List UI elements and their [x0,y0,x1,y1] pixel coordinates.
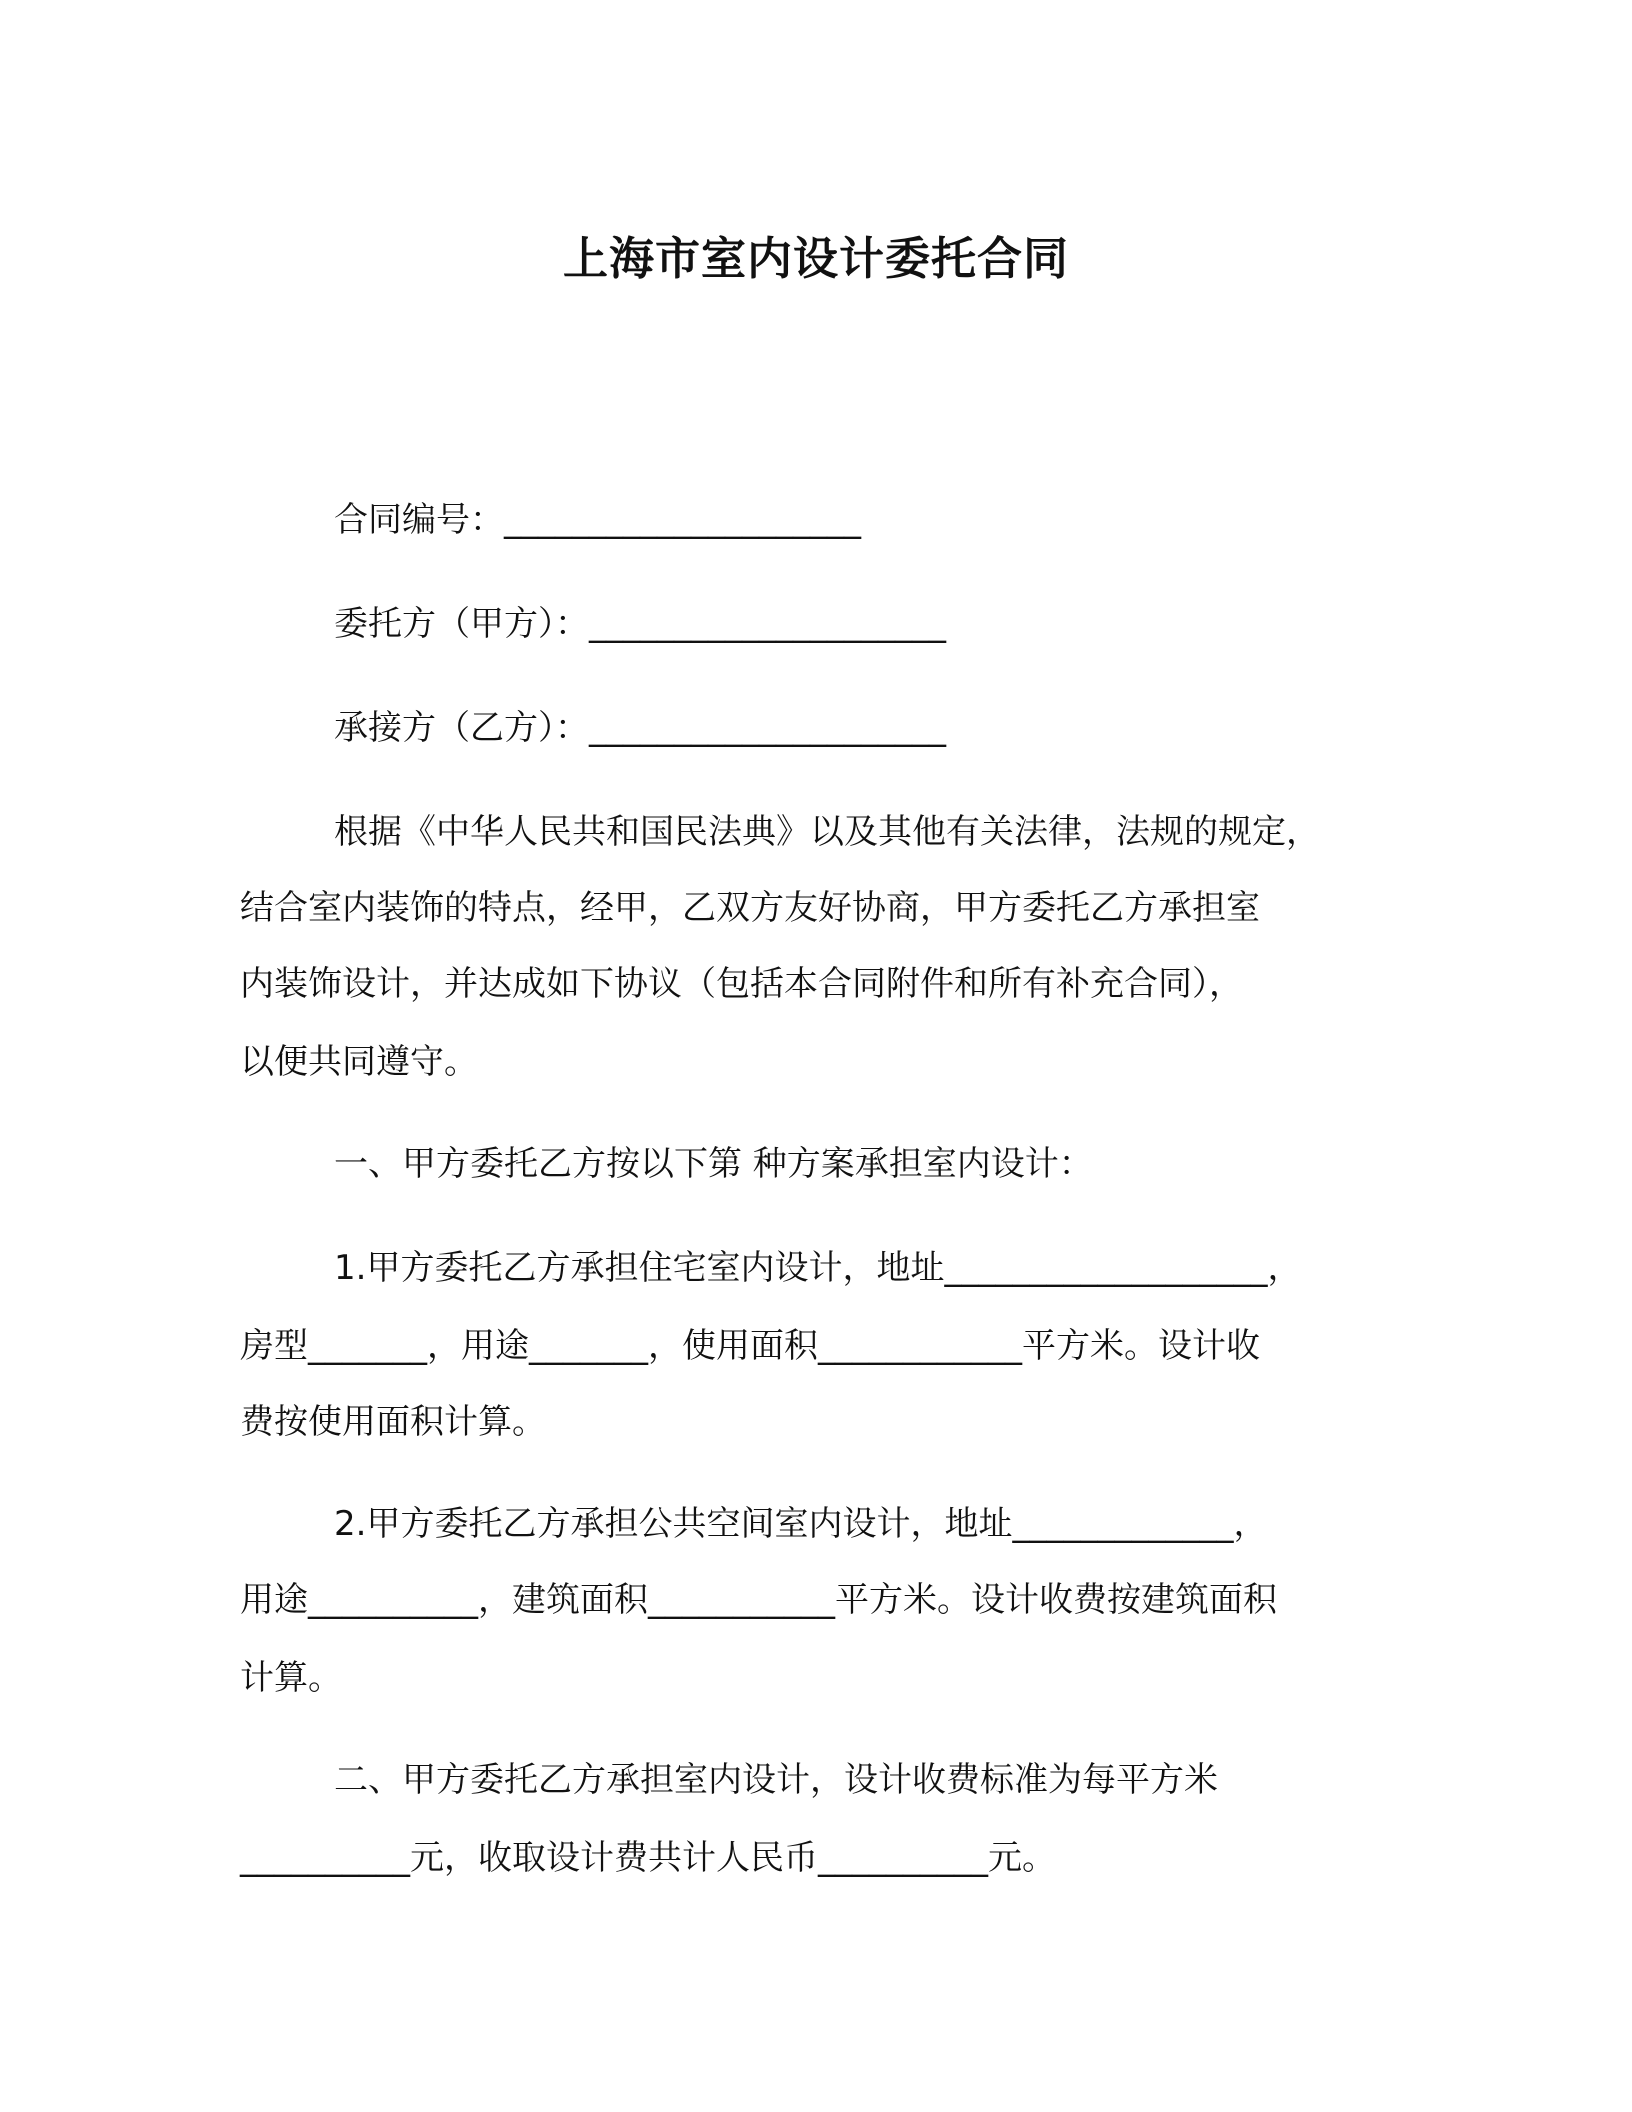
preamble-line-3: 内装饰设计，并达成如下协议（包括本合同附件和所有补充合同）， [240,964,1243,1004]
document-title: 上海市室内设计委托合同 [562,232,1069,285]
preamble-line-1: 根据《中华人民共和国民法典》以及其他有关法律，法规的规定， [334,812,1320,852]
section-1-item-2-line-1: 2.甲方委托乙方承担公共空间室内设计，地址_____________， [334,1504,1268,1544]
section-1-heading: 一、甲方委托乙方按以下第 种方案承担室内设计： [334,1144,1093,1184]
preamble-line-2: 结合室内装饰的特点，经甲，乙双方友好协商，甲方委托乙方承担室 [240,888,1260,928]
section-1-item-1-line-1: 1.甲方委托乙方承担住宅室内设计，地址___________________， [334,1248,1302,1288]
section-2-line-2: __________元，收取设计费共计人民币__________元。 [240,1838,1056,1878]
preamble-line-4: 以便共同遵守。 [240,1042,478,1082]
section-1-item-1-line-3: 费按使用面积计算。 [240,1402,546,1442]
party-a-field: 委托方（甲方）：_____________________ [334,604,946,644]
section-2-line-1: 二、甲方委托乙方承担室内设计，设计收费标准为每平方米 [334,1760,1218,1800]
contract-number-field: 合同编号：_____________________ [334,500,861,540]
party-b-field: 承接方（乙方）：_____________________ [334,708,946,748]
section-1-item-1-line-2: 房型_______，用途_______，使用面积____________平方米。设计收 [240,1326,1260,1366]
section-1-item-2-line-2: 用途__________，建筑面积___________平方米。设计收费按建筑面积 [240,1580,1277,1620]
section-1-item-2-line-3: 计算。 [240,1658,342,1698]
